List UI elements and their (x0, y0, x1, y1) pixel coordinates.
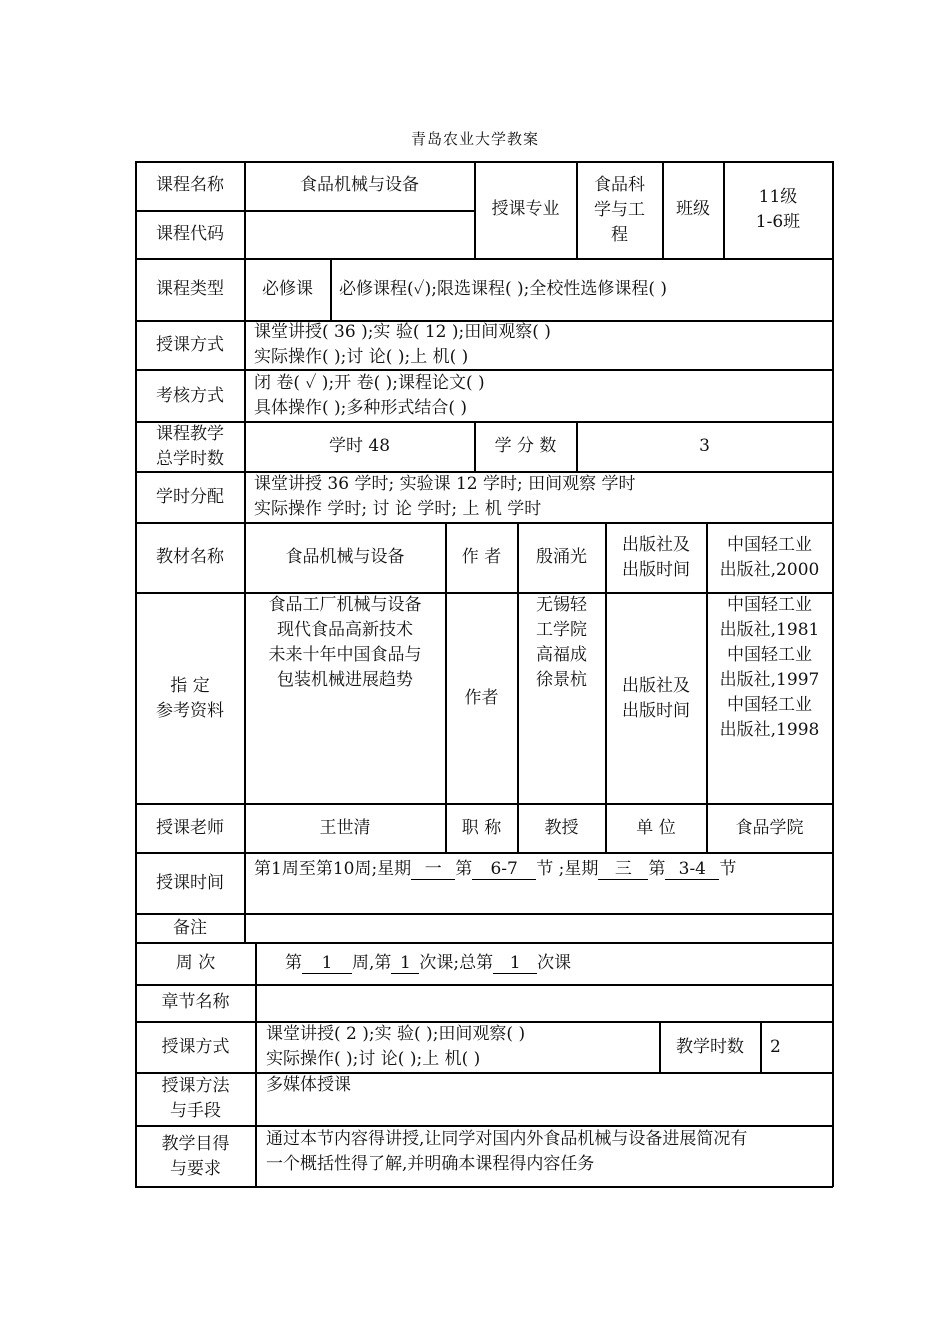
goal-label-2: 与要求 (170, 1159, 221, 1179)
ref-pub-1: 中国轻工业 (727, 595, 812, 615)
ref-name-2: 现代食品高新技术 (277, 620, 413, 640)
textbook-pub-label-1: 出版社及 (622, 535, 690, 555)
refs-label-2: 参考资料 (156, 701, 224, 721)
assess-line-1: 闭 卷( ✓ );开 卷( );课程论文( ) (254, 373, 485, 393)
schedule-text: 第1周至第10周;星期 一 第 6-7 节 ;星期 三 第 3-4 节 (254, 859, 737, 879)
total-hours: 学时 48 (328, 436, 391, 456)
ref-name-3: 未来十年中国食品与 (268, 645, 422, 665)
lesson-hours-label: 教学时数 (676, 1037, 744, 1057)
week-number: 1 (302, 953, 352, 974)
textbook-author-label: 作 者 (461, 547, 502, 567)
method-value: 多媒体授课 (266, 1075, 351, 1095)
textbook-pub-label-2: 出版时间 (622, 560, 690, 580)
textbook-name: 食品机械与设备 (285, 547, 405, 567)
method-label-1: 授课方法 (161, 1076, 230, 1096)
teacher-label: 授课老师 (156, 818, 224, 838)
schedule-day-2: 三 (598, 859, 648, 880)
refs-author-label: 作者 (464, 688, 499, 708)
ref-name-4: 包装机械进展趋势 (277, 670, 413, 690)
lesson-mode-line-1: 课堂讲授( 2 );实 验( );田间观察( ) (266, 1024, 526, 1044)
ref-pub-3: 中国轻工业 (727, 645, 812, 665)
textbook-pub-1: 中国轻工业 (727, 535, 812, 555)
lesson-mode-line-2: 实际操作( );讨 论( );上 机( ) (266, 1049, 481, 1069)
lesson-hours: 2 (770, 1037, 781, 1057)
course-type-label: 课程类型 (156, 279, 224, 299)
page-title: 青岛农业大学教案 (410, 130, 539, 148)
goal-label-1: 教学目得 (161, 1134, 230, 1154)
teacher-title-label: 职 称 (461, 818, 502, 838)
course-name-label: 课程名称 (156, 175, 224, 195)
lesson-mode-label: 授课方式 (161, 1037, 230, 1057)
ref-pub-4: 出版社,1997 (719, 670, 820, 690)
teacher-name: 王世清 (319, 818, 371, 838)
credit-label: 学 分 数 (494, 436, 557, 456)
textbook-author: 殷涌光 (536, 547, 587, 567)
course-type-value: 必修课 (262, 279, 313, 299)
course-name: 食品机械与设备 (300, 175, 419, 195)
major-line-1: 食品科 (594, 175, 645, 195)
schedule-section-2: 3-4 (665, 859, 719, 880)
ref-author-4: 徐景杭 (536, 670, 587, 690)
hours-label-2: 总学时数 (156, 449, 224, 469)
class-label: 班级 (676, 199, 710, 219)
schedule-day-1: 一 (411, 859, 455, 880)
textbook-label: 教材名称 (156, 547, 224, 567)
teach-mode-line-1: 课堂讲授( 36 );实 验( 12 );田间观察( ) (254, 322, 551, 342)
teach-mode-label: 授课方式 (156, 335, 224, 355)
major-line-2: 学与工 (594, 200, 645, 220)
chapter-label: 章节名称 (161, 992, 230, 1012)
ref-pub-2: 出版社,1981 (719, 620, 820, 640)
total-lesson-number: 1 (493, 953, 537, 974)
ref-author-1: 无锡轻 (536, 595, 587, 615)
refs-pub-label-2: 出版时间 (622, 701, 690, 721)
hours-label-1: 课程教学 (156, 424, 224, 444)
teacher-title: 教授 (544, 818, 579, 838)
goal-line-1: 通过本节内容得讲授,让同学对国内外食品机械与设备进展简况有 (266, 1129, 748, 1149)
week-text: 第 1 周,第 1 次课;总第 1 次课 (285, 953, 572, 973)
week-label: 周 次 (175, 953, 216, 973)
class-line-1: 11级 (758, 187, 798, 207)
lesson-number: 1 (391, 953, 419, 974)
textbook-pub-2: 出版社,2000 (719, 560, 820, 580)
teacher-unit: 食品学院 (735, 818, 804, 838)
teacher-unit-label: 单 位 (636, 818, 676, 838)
course-code-label: 课程代码 (156, 224, 224, 244)
major-label: 授课专业 (491, 199, 560, 219)
ref-pub-5: 中国轻工业 (727, 695, 812, 715)
ref-name-1: 食品工厂机械与设备 (268, 595, 422, 615)
class-line-2: 1-6班 (755, 212, 801, 232)
goal-line-2: 一个概括性得了解,并明确本课程得内容任务 (266, 1154, 595, 1174)
ref-author-2: 工学院 (536, 620, 587, 640)
course-type-options: 必修课程(✓);限选课程( );全校性选修课程( ) (339, 279, 668, 299)
major-line-3: 程 (611, 225, 628, 245)
schedule-section-1: 6-7 (472, 859, 536, 880)
hours-split-line-1: 课堂讲授 36 学时; 实验课 12 学时; 田间观察 学时 (254, 474, 636, 494)
hours-split-label: 学时分配 (156, 487, 224, 507)
remark-label: 备注 (173, 918, 207, 938)
refs-label-1: 指 定 (170, 676, 210, 696)
assess-line-2: 具体操作( );多种形式结合( ) (254, 398, 468, 418)
credit-value: 3 (699, 436, 710, 456)
ref-pub-6: 出版社,1998 (719, 720, 820, 740)
schedule-label: 授课时间 (156, 873, 224, 893)
ref-author-3: 高福成 (536, 645, 587, 665)
assess-label: 考核方式 (156, 386, 224, 406)
refs-pub-label-1: 出版社及 (622, 676, 690, 696)
method-label-2: 与手段 (170, 1101, 221, 1121)
hours-split-line-2: 实际操作 学时; 讨 论 学时; 上 机 学时 (254, 499, 542, 519)
teach-mode-line-2: 实际操作( );讨 论( );上 机( ) (254, 347, 469, 367)
